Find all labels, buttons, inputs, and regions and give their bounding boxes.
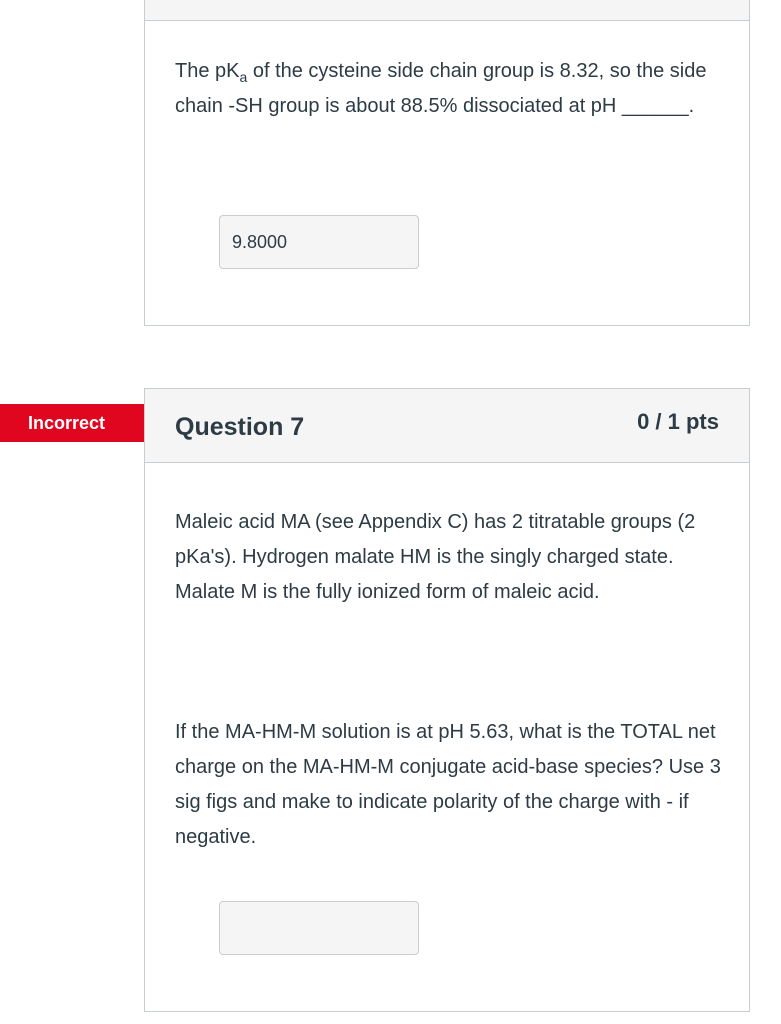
previous-question-card: [144, 0, 750, 326]
question-7-answer-input[interactable]: [219, 901, 419, 955]
question-text-subscript: a: [239, 69, 248, 85]
question-points: 0 / 1 pts: [637, 409, 719, 434]
question-text-part1: The pK: [175, 60, 240, 82]
previous-question-text: [175, 54, 725, 124]
question-paragraph-1: Maleic acid MA (see Appendix C) has 2 titratable groups (2 pKa's). Hydrogen malate HM is the singly charged state. Malate M is the fully ionized form of maleic acid.: [175, 511, 696, 603]
question-7-card: [144, 388, 750, 1012]
incorrect-label: Incorrect: [28, 413, 106, 433]
question-text-part2: of the cysteine side chain group is 8.32, so the side chain -SH group is about 88.5% dissociated at pH ______.: [175, 60, 707, 117]
question-paragraph-2: If the MA-HM-M solution is at pH 5.63, what is the TOTAL net charge on the MA-HM-M conjugate acid-base species? Use 3 sig figs and make to indicate polarity of the charge with - if negative.: [175, 721, 721, 848]
question-7-header: [145, 389, 749, 463]
question-title: Question 7: [175, 413, 305, 441]
previous-answer-input[interactable]: 9.8000: [219, 215, 419, 269]
incorrect-status-badge: [0, 404, 165, 442]
previous-question-header: [145, 0, 749, 21]
